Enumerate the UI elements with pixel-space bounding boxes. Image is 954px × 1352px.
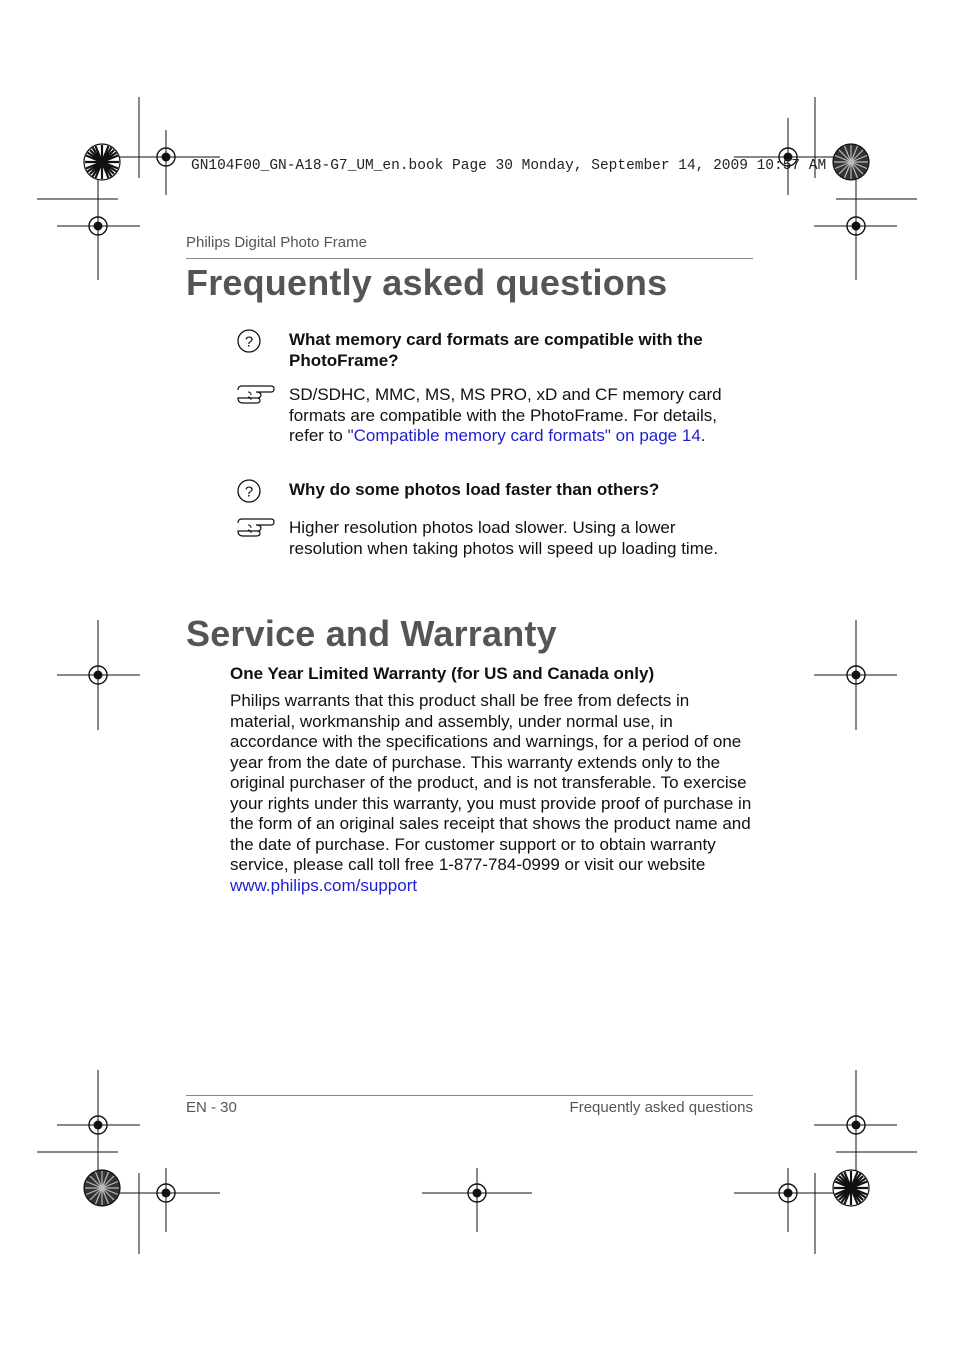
- running-header: Philips Digital Photo Frame: [186, 234, 367, 251]
- header-rule: [186, 258, 753, 259]
- faq-title: Frequently asked questions: [186, 262, 668, 303]
- support-link[interactable]: www.philips.com/support: [230, 875, 418, 895]
- warranty-body-text: Philips warrants that this product shall be free from defects in material, workmanship and assembly, under normal use, in accordance with the specifications and warnings, for a period of one year from the date of purchase. This warranty extends only to the original purchaser of the product, and is not transferable. To exercise your rights under this warranty, you must provide proof of purchase in the form of an original sales receipt that shows the product name and the date of purchase. For customer support or to obtain warranty service, please call toll free 1-877-784-0999 or visit our website: [230, 691, 752, 874]
- pointing-hand-icon: [236, 383, 276, 405]
- faq-question-1: What memory card formats are compatible with the PhotoFrame?: [289, 330, 703, 370]
- warranty-title: Service and Warranty: [186, 613, 557, 654]
- faq-answer-1-end: .: [700, 426, 706, 445]
- faq-answer-1: [289, 385, 734, 447]
- svg-text:?: ?: [244, 483, 254, 501]
- warranty-body: [230, 691, 752, 896]
- question-circle-icon: [236, 328, 262, 354]
- svg-text:?: ?: [244, 333, 254, 351]
- faq-answer-1-text: SD/SDHC, MMC, MS, MS PRO, xD and CF memory card formats are compatible with the PhotoFrame. For details, refer to: [289, 385, 722, 445]
- warranty-subtitle: One Year Limited Warranty (for US and Canada only): [230, 664, 655, 683]
- faq-answer-1-link[interactable]: "Compatible memory card formats" on page 14: [347, 426, 701, 445]
- footer-rule: [186, 1095, 753, 1096]
- footer-section-label: Frequently asked questions: [569, 1099, 753, 1116]
- print-slug: GN104F00_GN-A18-G7_UM_en.book Page 30 Monday, September 14, 2009 10:57 AM: [191, 158, 827, 174]
- footer-page-label: EN - 30: [186, 1099, 237, 1116]
- faq-answer-2: Higher resolution photos load slower. Using a lower resolution when taking photos will speed up loading time.: [289, 518, 719, 558]
- question-circle-icon: [236, 478, 262, 504]
- faq-question-2: Why do some photos load faster than others?: [289, 480, 660, 499]
- pointing-hand-icon: [236, 516, 276, 538]
